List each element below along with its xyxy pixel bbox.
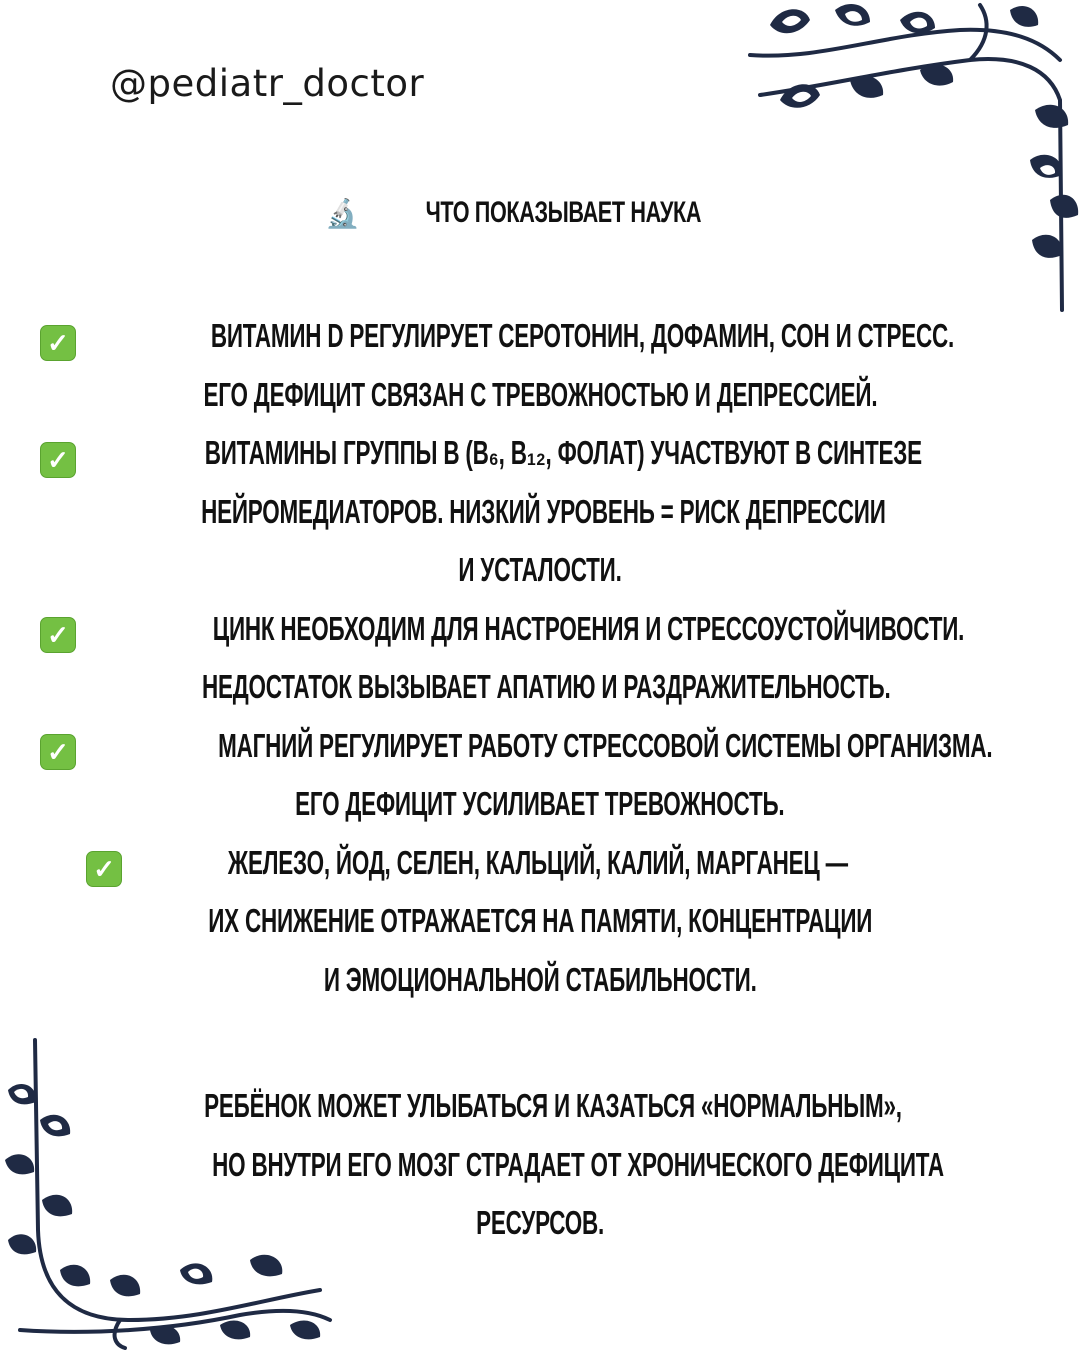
list-item-continuation <box>40 366 1040 425</box>
list-item-text: ВИТАМИНЫ ГРУППЫ B (B₆, B₁₂, ФОЛАТ) УЧАСТВУЮТ В СИНТЕЗЕ <box>204 434 922 471</box>
list-item-text: И УСТАЛОСТИ. <box>458 551 622 588</box>
list-item <box>40 307 1040 366</box>
conclusion-line <box>40 1136 1040 1195</box>
list-item-text: ЖЕЛЕЗО, ЙОД, СЕЛЕН, КАЛЬЦИЙ, КАЛИЙ, МАРГАНЕЦ — <box>227 843 848 881</box>
microscope-icon: 🔬 <box>324 197 360 229</box>
list-item-text: ЕГО ДЕФИЦИТ СВЯЗАН С ТРЕВОЖНОСТЬЮ И ДЕПРЕССИЕЙ. <box>203 375 877 413</box>
list-item-continuation <box>40 951 1040 1010</box>
account-handle: @pediatr_doctor <box>110 62 425 105</box>
list-item-text: ЕГО ДЕФИЦИТ УСИЛИВАЕТ ТРЕВОЖНОСТЬ. <box>295 785 785 822</box>
check-mark-icon: ✓ <box>40 442 76 478</box>
list-item-continuation <box>40 658 1040 717</box>
conclusion-text <box>40 1077 1040 1253</box>
check-mark-icon: ✓ <box>40 617 76 653</box>
list-item-text: ЦИНК НЕОБХОДИМ ДЛЯ НАСТРОЕНИЯ И СТРЕССОУСТОЙЧИВОСТИ. <box>212 609 965 647</box>
check-mark-icon: ✓ <box>40 734 76 770</box>
floral-ornament-top-right <box>740 0 1080 320</box>
list-item-continuation <box>40 892 1040 951</box>
list-item-text: И ЭМОЦИОНАЛЬНОЙ СТАБИЛЬНОСТИ. <box>323 960 757 998</box>
conclusion-line-text: РЕСУРСОВ. <box>476 1204 604 1241</box>
check-mark-icon: ✓ <box>86 851 122 887</box>
conclusion-line-text: НО ВНУТРИ ЕГО МОЗГ СТРАДАЕТ ОТ ХРОНИЧЕСКОГО ДЕФИЦИТА <box>212 1145 944 1183</box>
list-item-continuation <box>40 775 1040 834</box>
conclusion-line <box>40 1077 1040 1136</box>
conclusion-line <box>40 1194 1040 1253</box>
list-item <box>40 834 1040 893</box>
list-item-text: НЕЙРОМЕДИАТОРОВ. НИЗКИЙ УРОВЕНЬ = РИСК ДЕПРЕССИИ <box>201 492 886 530</box>
list-item <box>40 600 1040 659</box>
fact-list <box>40 307 1040 1009</box>
list-item-text: ИХ СНИЖЕНИЕ ОТРАЖАЕТСЯ НА ПАМЯТИ, КОНЦЕНТРАЦИИ <box>208 902 872 939</box>
list-item-text: МАГНИЙ РЕГУЛИРУЕТ РАБОТУ СТРЕССОВОЙ СИСТЕМЫ ОРГАНИЗМА. <box>218 726 993 764</box>
list-item <box>40 424 1040 483</box>
check-mark-icon: ✓ <box>40 325 76 361</box>
conclusion-line-text: РЕБЁНОК МОЖЕТ УЛЫБАТЬСЯ И КАЗАТЬСЯ «НОРМАЛЬНЫМ», <box>204 1087 902 1124</box>
list-item-continuation <box>40 483 1040 542</box>
list-item-text: ВИТАМИН D РЕГУЛИРУЕТ СЕРОТОНИН, ДОФАМИН, СОН И СТРЕСС. <box>210 317 955 354</box>
list-item <box>40 717 1040 776</box>
list-item-continuation <box>40 541 1040 600</box>
section-heading <box>0 196 1080 230</box>
list-item-text: НЕДОСТАТОК ВЫЗЫВАЕТ АПАТИЮ И РАЗДРАЖИТЕЛЬНОСТЬ. <box>201 668 891 705</box>
heading-text: ЧТО ПОКАЗЫВАЕТ НАУКА <box>425 196 702 229</box>
